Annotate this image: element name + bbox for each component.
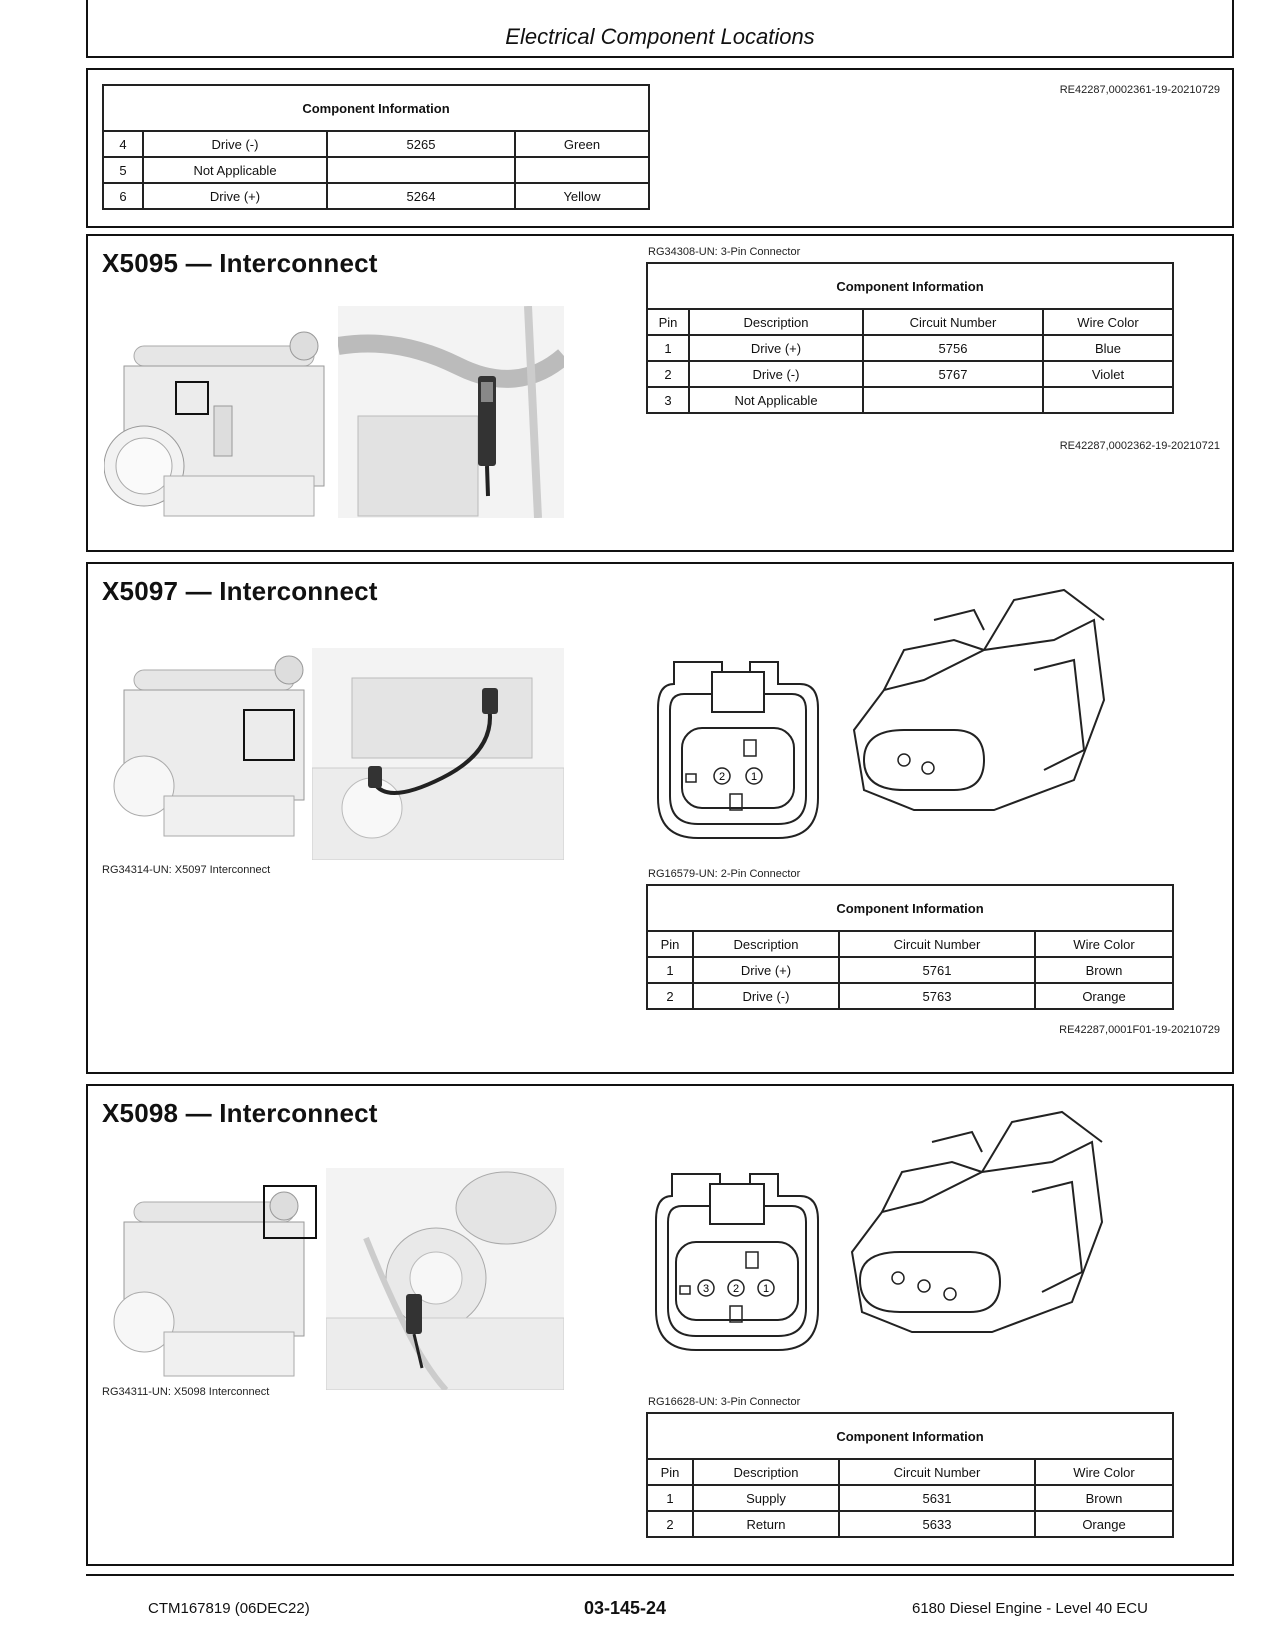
connector-closeup-photo (312, 648, 564, 860)
connector-closeup-photo (326, 1168, 564, 1390)
reference-code: RE42287,0002362-19-20210721 (1059, 440, 1220, 452)
x5098-section (86, 1084, 1234, 1566)
table-column-headers: Pin Description Circuit Number Wire Color (647, 309, 1173, 335)
top-section (86, 68, 1234, 228)
table-row: 5 Not Applicable (103, 157, 649, 183)
footer-doc-id: CTM167819 (06DEC22) (148, 1600, 310, 1617)
connector-caption: RG16628-UN: 3-Pin Connector (648, 1396, 801, 1408)
x5097-section (86, 562, 1234, 1074)
connector-face-diagram (646, 1160, 828, 1362)
footer-page-number: 03-145-24 (584, 1598, 667, 1618)
footer-rule (86, 1574, 1234, 1576)
pin-label: 2 (732, 1283, 740, 1295)
top-component-table (102, 84, 650, 210)
table-row: 3 Not Applicable (647, 387, 1173, 413)
table-header: Component Information (647, 885, 1173, 931)
reference-code: RE42287,0002361-19-20210729 (1059, 84, 1220, 96)
pin-label: 1 (750, 771, 758, 783)
connector-caption: RG16579-UN: 2-Pin Connector (648, 868, 801, 880)
table-row: 2 Drive (-) 5763 Orange (647, 983, 1173, 1009)
page-header-frame (86, 0, 1234, 58)
table-row: 1 Drive (+) 5761 Brown (647, 957, 1173, 983)
table-column-headers: Pin Description Circuit Number Wire Color (647, 931, 1173, 957)
x5097-component-table (646, 884, 1174, 1010)
section-title: X5097 — Interconnect (102, 576, 378, 606)
connector-isometric-diagram (834, 580, 1114, 820)
table-header: Component Information (647, 1413, 1173, 1459)
engine-overview-image (104, 1176, 320, 1382)
pin-label: 2 (718, 771, 726, 783)
image-caption: RG34314-UN: X5097 Interconnect (102, 864, 271, 876)
page-title: Electrical Component Locations (505, 24, 815, 49)
table-row: 1 Supply 5631 Brown (647, 1485, 1173, 1511)
x5095-component-table (646, 262, 1174, 414)
x5095-section (86, 234, 1234, 552)
table-header: Component Information (647, 263, 1173, 309)
table-header: Component Information (103, 85, 649, 131)
pin-label: 3 (702, 1283, 710, 1295)
section-title: X5095 — Interconnect (102, 248, 378, 278)
table-row: 2 Drive (-) 5767 Violet (647, 361, 1173, 387)
engine-overview-image (104, 316, 336, 526)
table-row: 2 Return 5633 Orange (647, 1511, 1173, 1537)
engine-overview-image (104, 646, 314, 842)
connector-isometric-diagram (836, 1102, 1116, 1342)
connector-caption: RG34308-UN: 3-Pin Connector (648, 246, 801, 258)
connector-closeup-photo (338, 306, 564, 518)
x5098-component-table (646, 1412, 1174, 1538)
pin-label: 1 (762, 1283, 770, 1295)
image-caption: RG34311-UN: X5098 Interconnect (102, 1386, 270, 1398)
table-column-headers: Pin Description Circuit Number Wire Color (647, 1459, 1173, 1485)
reference-code: RE42287,0001F01-19-20210729 (1059, 1024, 1220, 1036)
connector-face-diagram (650, 648, 826, 848)
section-title: X5098 — Interconnect (102, 1098, 378, 1128)
table-row: 6 Drive (+) 5264 Yellow (103, 183, 649, 209)
table-row: 4 Drive (-) 5265 Green (103, 131, 649, 157)
footer-manual-title: 6180 Diesel Engine - Level 40 ECU (912, 1600, 1148, 1617)
table-row: 1 Drive (+) 5756 Blue (647, 335, 1173, 361)
